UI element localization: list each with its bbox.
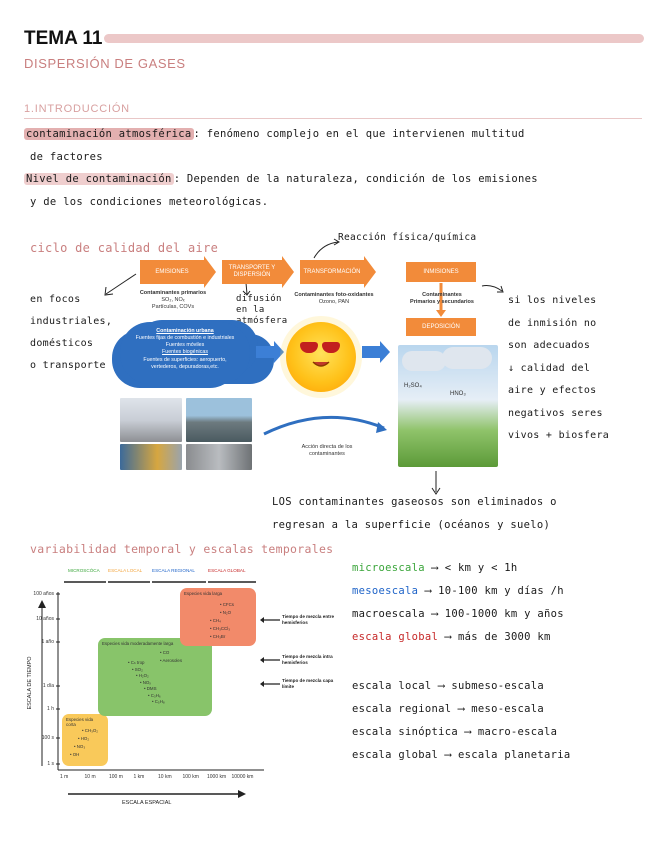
note-levels-line: negativos seres xyxy=(508,407,603,419)
species-point: • NO₃ xyxy=(74,744,86,749)
species-point: • C₅H₈ xyxy=(152,699,165,704)
cloud-line: Fuentes móviles xyxy=(165,342,205,349)
band-label: ESCALA LOCAL xyxy=(108,568,143,573)
arrow-right-icon: ⟶ xyxy=(457,726,478,738)
x-tick-label: 100 km xyxy=(182,774,199,780)
y-tick-label: 100 años xyxy=(33,591,54,597)
blue-arrow-icon xyxy=(362,346,380,358)
arrow-diffusion-icon xyxy=(240,282,254,296)
scale-value: < km y < 1h xyxy=(444,562,518,574)
def-contaminacion-1: : fenómeno complejo en el que intervienen multitud xyxy=(193,128,525,140)
species-point: • CH₃CCl₃ xyxy=(210,626,230,631)
cloud-title: Contaminación urbana xyxy=(156,328,214,334)
section-heading: 1.INTRODUCCIÓN xyxy=(24,103,130,115)
note-levels-line: son adecuados xyxy=(508,340,591,351)
box-deposicion: DEPOSICIÓN xyxy=(406,318,476,336)
scale-value: 100-1000 km y años xyxy=(444,608,564,620)
arrow-to-reaction-icon xyxy=(312,238,342,260)
region-label: Especies vida larga xyxy=(184,591,223,596)
note-sources-line: en focos xyxy=(30,294,81,305)
sun-illustration xyxy=(286,322,356,392)
species-point: • CH₃Br xyxy=(210,634,226,639)
arrow-down-icon xyxy=(430,470,442,496)
cloud-line: Fuentes de superficies: aeropuerto, xyxy=(143,356,227,363)
scale-name: macroescala xyxy=(352,608,425,620)
scale-equiv-left: escala local xyxy=(352,680,432,692)
mixing-time-note: Tiempo de mezcla intra hemisferios xyxy=(282,654,333,665)
species-point: • Cₙ trop xyxy=(128,660,145,665)
scale-row xyxy=(352,585,564,597)
scale-name: mesoescala xyxy=(352,585,419,597)
scale-equiv-left: escala global xyxy=(352,749,439,761)
species-region xyxy=(180,588,256,646)
species-point: • HO₂ xyxy=(78,736,90,741)
scale-row xyxy=(352,562,518,574)
intro-paragraph-2 xyxy=(24,173,644,185)
y-tick-label: 1 s xyxy=(47,761,54,767)
note-levels xyxy=(508,290,609,448)
cloud-line: vertederos, depuradoras,etc. xyxy=(151,363,219,370)
species-point: • N₂O xyxy=(220,610,232,615)
caption-primarios-list: SO₂, NOₓ xyxy=(161,297,185,304)
arrow-levels-icon xyxy=(480,282,508,296)
caption-accion-1: Acción directa de los xyxy=(301,444,353,450)
def-contaminacion-2: de factores xyxy=(30,151,103,163)
note-levels-line: aire y efectos xyxy=(508,385,597,396)
note-levels-line: ↓ calidad del xyxy=(508,362,591,374)
note-removed-1: LOS contaminantes gaseosos son eliminados o xyxy=(272,496,557,508)
caption-foto xyxy=(292,292,376,306)
x-tick-label: 10 km xyxy=(158,774,172,780)
note-sources-line: domésticos xyxy=(30,338,94,349)
page-title: TEMA 11 xyxy=(24,28,103,49)
caption-inm-title: Contaminantes xyxy=(422,292,462,298)
note-sources xyxy=(30,289,112,377)
caption-inm-list: Primarios y secundarios xyxy=(410,299,474,306)
band-label: ESCALA REGIONAL xyxy=(152,568,195,573)
y-tick-label: 1 h xyxy=(47,706,54,712)
x-tick-label: 10 m xyxy=(84,774,96,780)
cloud-line: Fuentes biogénicas xyxy=(162,349,208,356)
scale-name: escala global xyxy=(352,631,439,643)
scale-equiv-left: escala regional xyxy=(352,703,452,715)
species-point: • Aerosoles xyxy=(160,658,183,663)
arrow-right-icon: ⟶ xyxy=(418,585,439,597)
urban-pollution-cloud xyxy=(120,322,250,384)
note-reaction: Reacción física/química xyxy=(338,232,477,243)
band-label: MICROSCÓCA xyxy=(68,568,100,573)
region-label: Especies vida corta xyxy=(66,717,94,728)
note-diffusion-line: en la xyxy=(236,305,265,315)
caption-primarios xyxy=(128,290,218,311)
scale-equiv-right: submeso-escala xyxy=(451,680,545,692)
dep-label: HNO₃ xyxy=(450,391,466,397)
def-nivel-2: y de los condiciones meteorológicas. xyxy=(30,196,269,208)
x-tick-label: 1000 km xyxy=(207,774,227,780)
region-label: Especies vida moderadamente larga xyxy=(102,641,174,646)
scale-row xyxy=(352,631,551,643)
x-axis-label: ESCALA ESPACIAL xyxy=(122,800,172,806)
scale-equiv-row xyxy=(352,726,557,738)
scale-equiv-row xyxy=(352,703,544,715)
note-diffusion-line: atmósfera xyxy=(236,316,288,326)
caption-inm xyxy=(404,292,480,306)
note-sources-line: o transporte xyxy=(30,360,106,371)
band-label: ESCALA GLOBAL xyxy=(208,568,246,573)
mixing-time-note: Tiempo de mezcla entre hemisferios xyxy=(282,614,334,625)
note-sources-line: industriales, xyxy=(30,316,113,327)
arrow-right-icon: ⟶ xyxy=(438,631,458,643)
species-point: • CH₃O₂ xyxy=(82,728,99,733)
scale-chart xyxy=(24,562,334,812)
scale-row xyxy=(352,608,564,620)
mixing-time-note: Tiempo de mezcla capa límite xyxy=(282,678,334,689)
scale-equiv-left: escala sinóptica xyxy=(352,726,458,738)
direct-action-arrow-icon xyxy=(260,410,390,438)
factory-photo xyxy=(120,398,182,442)
x-tick-label: 10000 km xyxy=(231,774,254,780)
arrow-right-icon: ⟶ xyxy=(431,680,452,692)
scale-equiv-right: meso-escala xyxy=(471,703,545,715)
scale-equiv-row xyxy=(352,680,544,692)
caption-primarios-title: Contaminantes primarios xyxy=(139,290,207,296)
arrow-right-icon: ⟶ xyxy=(438,749,458,761)
y-tick-label: 10 años xyxy=(36,616,54,622)
species-point: • SO₂ xyxy=(132,666,143,672)
y-axis-label: ESCALA DE TIEMPO xyxy=(27,656,33,710)
caption-accion-2: contaminantes xyxy=(309,451,345,458)
x-tick-label: 1 km xyxy=(133,774,145,780)
note-levels-line: si los niveles xyxy=(508,295,597,306)
note-levels-line: vivos + biosfera xyxy=(508,430,610,441)
y-tick-label: 100 s xyxy=(41,735,54,741)
sunglasses-icon xyxy=(300,342,342,354)
box-transporte: TRANSPORTE Y DISPERSIÓN xyxy=(222,260,282,284)
species-point: • H₂O₂ xyxy=(136,673,149,678)
scale-equiv-row xyxy=(352,749,571,761)
species-point: • OH xyxy=(70,752,80,757)
cycle-heading: ciclo de calidad del aire xyxy=(30,241,219,255)
x-tick-label: 1 m xyxy=(60,774,69,780)
caption-foto-title: Contaminantes foto-oxidantes xyxy=(294,292,374,298)
species-point: • CO xyxy=(160,650,170,655)
y-tick-label: 1 año xyxy=(41,639,54,645)
arrow-right-icon: ⟶ xyxy=(424,608,445,620)
box-transformacion: TRANSFORMACIÓN xyxy=(300,260,364,284)
intro-paragraph-1 xyxy=(24,128,644,140)
variability-heading: variabilidad temporal y escalas temporales xyxy=(30,542,334,556)
caption-foto-list: Ozono, PAN xyxy=(318,299,350,306)
note-removed-2: regresan a la superficie (océanos y suelo) xyxy=(272,519,551,531)
term-nivel: Nivel de contaminación xyxy=(26,173,172,185)
scale-chart-layer xyxy=(24,562,344,812)
term-contaminacion: contaminación atmosférica xyxy=(26,128,192,140)
section-divider xyxy=(24,118,642,119)
species-point: • C₃H₆ xyxy=(148,692,161,698)
truck-photo xyxy=(120,444,182,470)
note-levels-line: de inmisión no xyxy=(508,317,597,329)
scale-equiv-right: escala planetaria xyxy=(457,749,571,761)
caption-accion xyxy=(282,444,372,458)
species-point: • NOₓ xyxy=(140,679,151,685)
box-inmisiones: INMISIONES xyxy=(406,262,476,282)
box-emisiones: EMISIONES xyxy=(140,260,204,284)
caption-primarios-list2: Partículas, COVs xyxy=(151,304,195,311)
scale-name: microescala xyxy=(352,562,425,574)
deposition-illustration xyxy=(398,345,498,467)
scale-value: 10-100 km y días /h xyxy=(438,585,564,597)
arrow-right-icon: ⟶ xyxy=(424,562,445,574)
header-decor-bar xyxy=(104,34,644,43)
note-diffusion-line: difusión xyxy=(236,294,282,304)
dep-label: H₂SO₄ xyxy=(404,383,422,389)
port-photo xyxy=(186,398,252,442)
species-point: • DMS xyxy=(144,686,157,691)
page-subtitle: DISPERSIÓN DE GASES xyxy=(24,56,186,71)
species-region xyxy=(98,638,212,716)
scale-equiv-right: macro-escala xyxy=(477,726,558,738)
highway-photo xyxy=(186,444,252,470)
species-point: • CFCs xyxy=(220,602,234,607)
def-nivel-1: : Dependen de la naturaleza, condición de los emisiones xyxy=(173,173,538,185)
species-region xyxy=(62,714,108,766)
scale-value: más de 3000 km xyxy=(457,631,551,643)
blue-arrow-icon xyxy=(256,346,274,358)
species-point: • CH₄ xyxy=(210,618,221,623)
arrow-right-icon: ⟶ xyxy=(451,703,472,715)
cloud-line: Fuentes fijas de combustión e industriales xyxy=(135,335,235,342)
note-diffusion xyxy=(236,294,287,327)
sun-mouth-icon xyxy=(311,360,331,370)
x-tick-label: 100 m xyxy=(109,774,123,780)
y-tick-label: 1 día xyxy=(42,683,54,689)
